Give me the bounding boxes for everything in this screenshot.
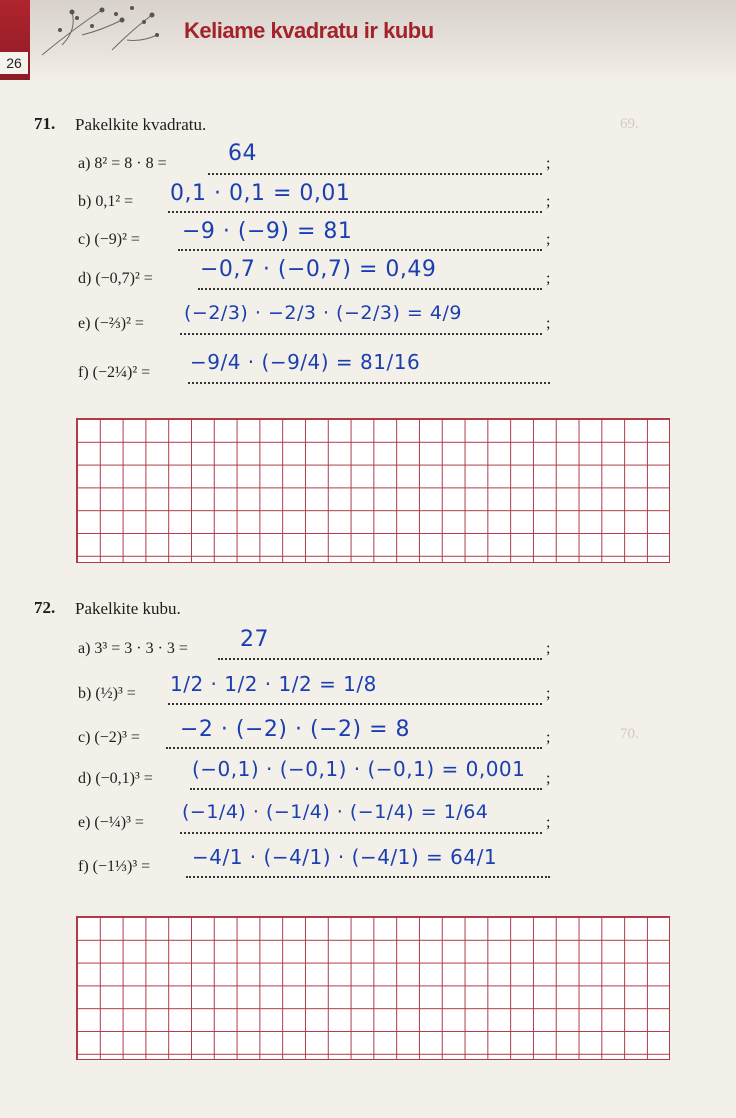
ex72-item-e-answer: (−1/4) · (−1/4) · (−1/4) = 1/64 <box>182 801 489 823</box>
ex72-item-b <box>78 685 136 711</box>
ex71-item-b <box>78 193 133 219</box>
bleed-through-text: 70. <box>620 726 639 742</box>
ex72-item-f-label: f) (−1⅓)³ = <box>78 858 151 875</box>
ex71-item-b-answer: 0,1 · 0,1 = 0,01 <box>170 181 351 206</box>
ex71-item-b-label: b) 0,1² = <box>78 193 134 210</box>
semicolon: ; <box>546 231 551 248</box>
ex71-item-a <box>78 155 167 181</box>
semicolon: ; <box>546 155 551 172</box>
semicolon: ; <box>546 814 551 831</box>
ex72-item-d-answer: (−0,1) · (−0,1) · (−0,1) = 0,001 <box>192 757 526 781</box>
ex72-item-d-label: d) (−0,1)³ = <box>78 770 153 787</box>
ex71-item-e-answer: (−2/3) · −2/3 · (−2/3) = 4/9 <box>184 302 462 324</box>
answer-line <box>180 830 542 834</box>
semicolon: ; <box>546 770 551 787</box>
ex72-item-c <box>78 729 140 755</box>
answer-line <box>186 874 550 878</box>
ex71-item-a-label: a) 8² = 8 · 8 = <box>78 155 167 172</box>
ex72-item-a-answer: 27 <box>240 627 269 652</box>
ex71-item-f-answer: −9/4 · (−9/4) = 81/16 <box>190 350 421 374</box>
exercise-71-title: Pakelkite kvadratu. <box>75 115 207 134</box>
ex72-item-c-answer: −2 · (−2) · (−2) = 8 <box>180 717 410 742</box>
answer-line <box>180 331 542 335</box>
ex72-item-b-label: b) (½)³ = <box>78 685 136 702</box>
ex72-item-c-label: c) (−2)³ = <box>78 729 140 746</box>
ex71-item-c-answer: −9 · (−9) = 81 <box>182 219 353 244</box>
bleed-through-text: 69. <box>620 116 639 132</box>
ex71-item-c <box>78 231 140 257</box>
ex71-item-d-label: d) (−0,7)² = <box>78 270 153 287</box>
answer-line <box>198 286 542 290</box>
ex72-item-d <box>78 770 153 796</box>
semicolon: ; <box>546 729 551 746</box>
ex72-item-f <box>78 858 150 884</box>
chapter-title: Keliame kvadratu ir kubu <box>184 18 434 43</box>
graph-paper-grid-71[interactable] <box>76 418 670 563</box>
answer-line <box>190 786 542 790</box>
answer-line <box>218 656 542 660</box>
ex71-item-f-label: f) (−2¼)² = <box>78 364 151 381</box>
ex72-item-e <box>78 814 144 840</box>
semicolon: ; <box>546 270 551 287</box>
exercise-72-number: 72. <box>34 598 56 617</box>
answer-line <box>168 701 542 705</box>
page-header <box>0 0 736 80</box>
semicolon: ; <box>546 193 551 210</box>
floral-sprig-decoration <box>32 0 172 60</box>
semicolon: ; <box>546 685 551 702</box>
answer-line <box>168 209 542 213</box>
ex71-item-f <box>78 364 150 390</box>
ex71-item-c-label: c) (−9)² = <box>78 231 140 248</box>
ex72-item-f-answer: −4/1 · (−4/1) · (−4/1) = 64/1 <box>192 845 498 869</box>
ex72-item-a <box>78 640 188 666</box>
ex72-item-b-answer: 1/2 · 1/2 · 1/2 = 1/8 <box>170 672 377 696</box>
semicolon: ; <box>546 315 551 332</box>
ex71-item-d <box>78 270 153 296</box>
ex71-item-a-answer: 64 <box>228 141 257 166</box>
ex71-item-e-label: e) (−⅔)² = <box>78 315 144 332</box>
page-number: 26 <box>0 52 28 74</box>
exercise-72-title: Pakelkite kubu. <box>75 599 181 618</box>
exercise-71-number: 71. <box>34 114 56 133</box>
answer-line <box>188 380 550 384</box>
semicolon: ; <box>546 640 551 657</box>
ex71-item-e <box>78 315 144 341</box>
graph-paper-grid-72[interactable] <box>76 916 670 1060</box>
ex71-item-d-answer: −0,7 · (−0,7) = 0,49 <box>200 257 437 282</box>
ex72-item-e-label: e) (−¼)³ = <box>78 814 144 831</box>
ex72-item-a-label: a) 3³ = 3 · 3 · 3 = <box>78 640 188 657</box>
answer-line <box>166 745 542 749</box>
answer-line <box>208 171 542 175</box>
answer-line <box>178 247 542 251</box>
